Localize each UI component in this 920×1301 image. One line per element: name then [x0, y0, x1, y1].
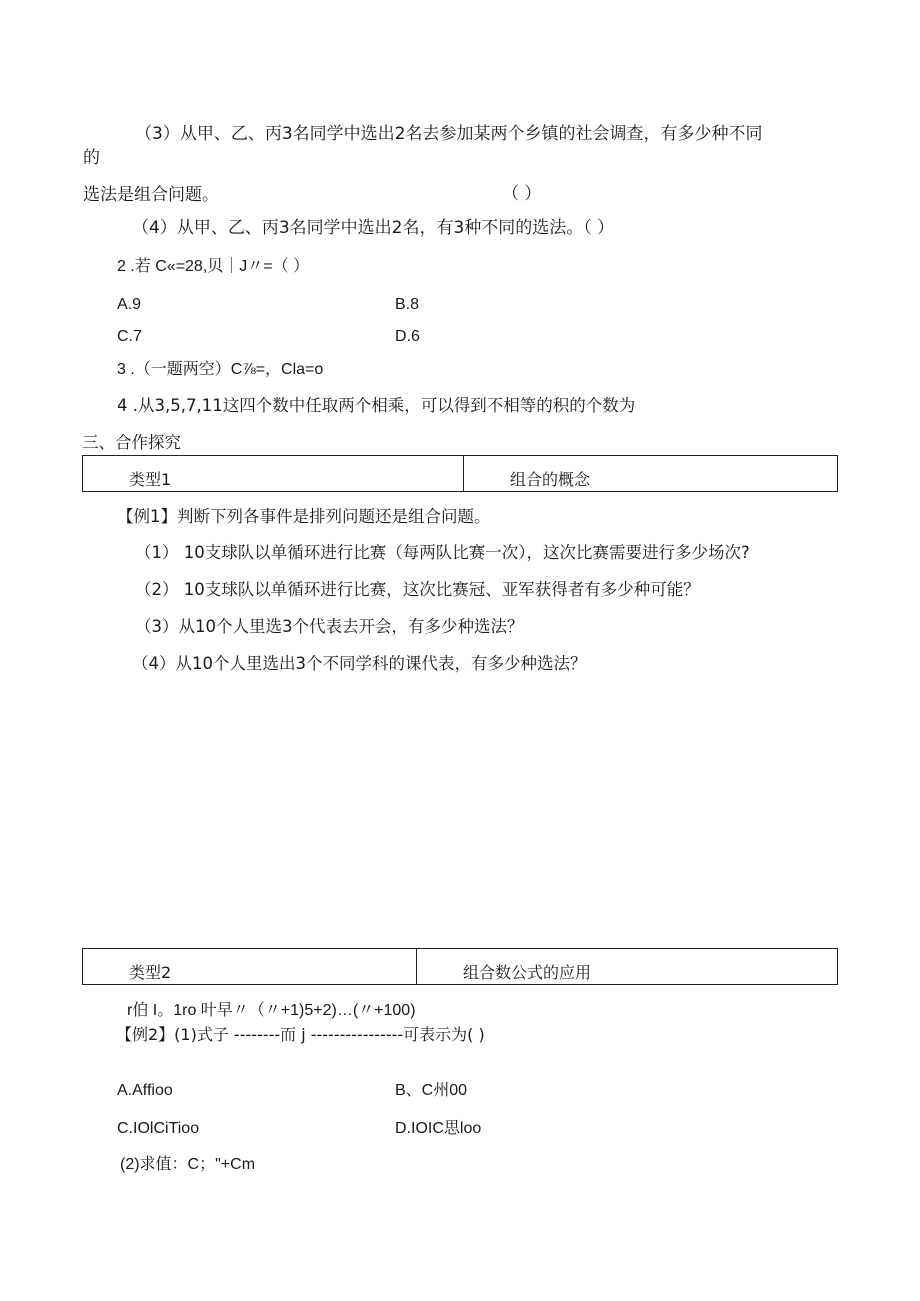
example-1-item-2: （2） 10支球队以单循环进行比赛，这次比赛冠、亚军获得者有多少种可能？: [135, 580, 700, 599]
example-2-part-2: (2)求值：C；"+Cm: [120, 1156, 256, 1173]
question-2-option-b: B.8: [395, 296, 420, 313]
example-2-option-a: A.Affioo: [117, 1082, 173, 1099]
type-1-label: 类型1: [129, 470, 172, 489]
question-2-stem: 2 .若 C«=28,贝｜J〃=（ ）: [117, 258, 310, 275]
example-2-garbled-line: r伯 I。1ro 叶早〃（〃+1)5+2)…(〃+100): [127, 1002, 416, 1019]
example-1-item-3: （3）从10个人里选3个代表去开会，有多少种选法？: [135, 617, 524, 636]
question-3-stem: 3 .（一题两空）C⅞=，Cla=o: [117, 361, 324, 378]
judgement-q3-line3: 选法是组合问题。: [83, 185, 219, 205]
type-2-label: 类型2: [129, 963, 172, 982]
example-1-item-1: （1） 10支球队以单循环进行比赛（每两队比赛一次），这次比赛需要进行多少场次?: [135, 543, 750, 562]
type-2-topic: 组合数公式的应用: [463, 963, 592, 982]
example-1-title: 【例1】判断下列各事件是排列问题还是组合问题。: [117, 507, 491, 526]
example-2-option-c: C.IOlCiTioo: [117, 1120, 200, 1137]
example-2-option-d: D.IOIC思loo: [395, 1120, 482, 1137]
question-2-option-c: C.7: [117, 328, 142, 345]
type-1-topic-cell: [464, 456, 838, 492]
type-2-topic-cell: [417, 949, 838, 985]
example-2-stem: 【例2】(1)式子 --------而 j ----------------可表示为( ): [116, 1025, 485, 1044]
type-2-table: [82, 948, 838, 985]
section-3-title: 三、合作探究: [82, 433, 181, 452]
type-1-label-cell: [83, 456, 464, 492]
type-1-topic: 组合的概念: [510, 470, 591, 489]
example-1-item-4: （4）从10个人里选出3个不同学科的课代表，有多少种选法？: [132, 654, 587, 673]
example-2-option-b: B、C州00: [395, 1082, 468, 1099]
question-2-option-d: D.6: [395, 328, 420, 345]
judgement-q3-answer-paren: （ ）: [502, 184, 542, 204]
judgement-q4: （4）从甲、乙、丙3名同学中选出2名，有3种不同的选法。（ ）: [132, 218, 615, 238]
type-1-table: [82, 455, 838, 492]
judgement-q3-line2: 的: [83, 148, 100, 168]
judgement-q3-line1: （3）从甲、乙、丙3名同学中选出2名去参加某两个乡镇的社会调查，有多少种不同: [135, 124, 763, 144]
question-2-option-a: A.9: [117, 296, 142, 313]
question-4-stem: 4 .从3,5,7,11这四个数中任取两个相乘，可以得到不相等的积的个数为: [117, 396, 636, 415]
type-2-label-cell: [83, 949, 417, 985]
